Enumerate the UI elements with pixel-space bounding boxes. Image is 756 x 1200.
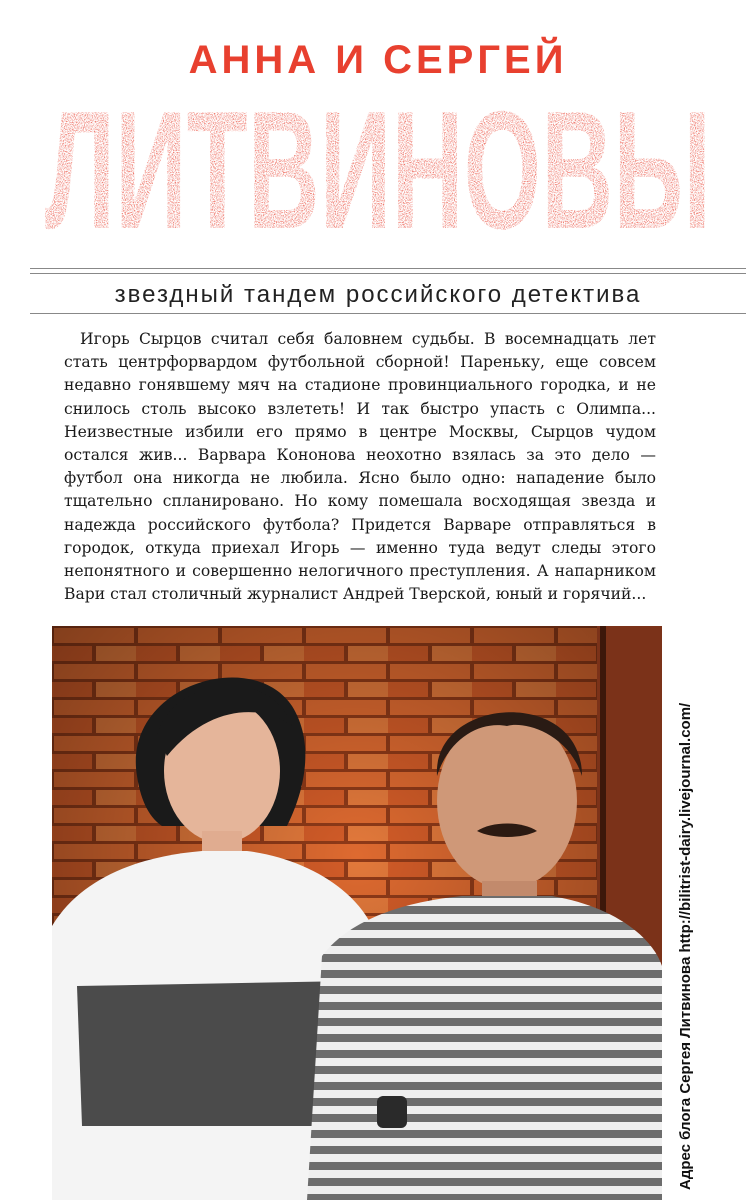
authors-surname-title bbox=[40, 88, 716, 238]
authors-first-names: АННА И СЕРГЕЙ bbox=[188, 38, 568, 82]
blurb-text: Игорь Сырцов считал себя баловнем судьбы. В восемнадцать лет стать центрфорвардом футбольной сборной! Пареньку, еще совсем недавно гонявшему мяч на стадионе провинциального городка, и не снилось столь высоко взлететь! И так быстро упасть с Олимпа... Неизвестные избили его прямо в центре Москвы, Сырцов чудом остался жив... Варвара Кононова неохотно взялась за это дело — футбол она никогда не любила. Ясно было одно: нападение было тщательно спланировано. Но кому помешала восходящая звезда и надежда российского футбола? Придется Варваре отправляться в городок, откуда приехал Игорь — именно туда ведут следы этого непонятного и совершенно нелогичного преступления. А напарником Вари стал столичный журналист Андрей Тверской, юный и горячий... bbox=[64, 330, 656, 604]
tagline: звездный тандем российского детектива bbox=[114, 281, 642, 308]
divider-line bbox=[30, 313, 746, 314]
divider-line bbox=[30, 268, 746, 269]
authors-photo bbox=[52, 626, 662, 1200]
divider-line bbox=[30, 273, 746, 274]
blog-address-note: Адрес блога Сергея Литвинова http://bilitrist-dairy.livejournal.com/ bbox=[677, 702, 694, 1190]
surname-text: ЛИТВИНОВЫ bbox=[45, 88, 711, 238]
